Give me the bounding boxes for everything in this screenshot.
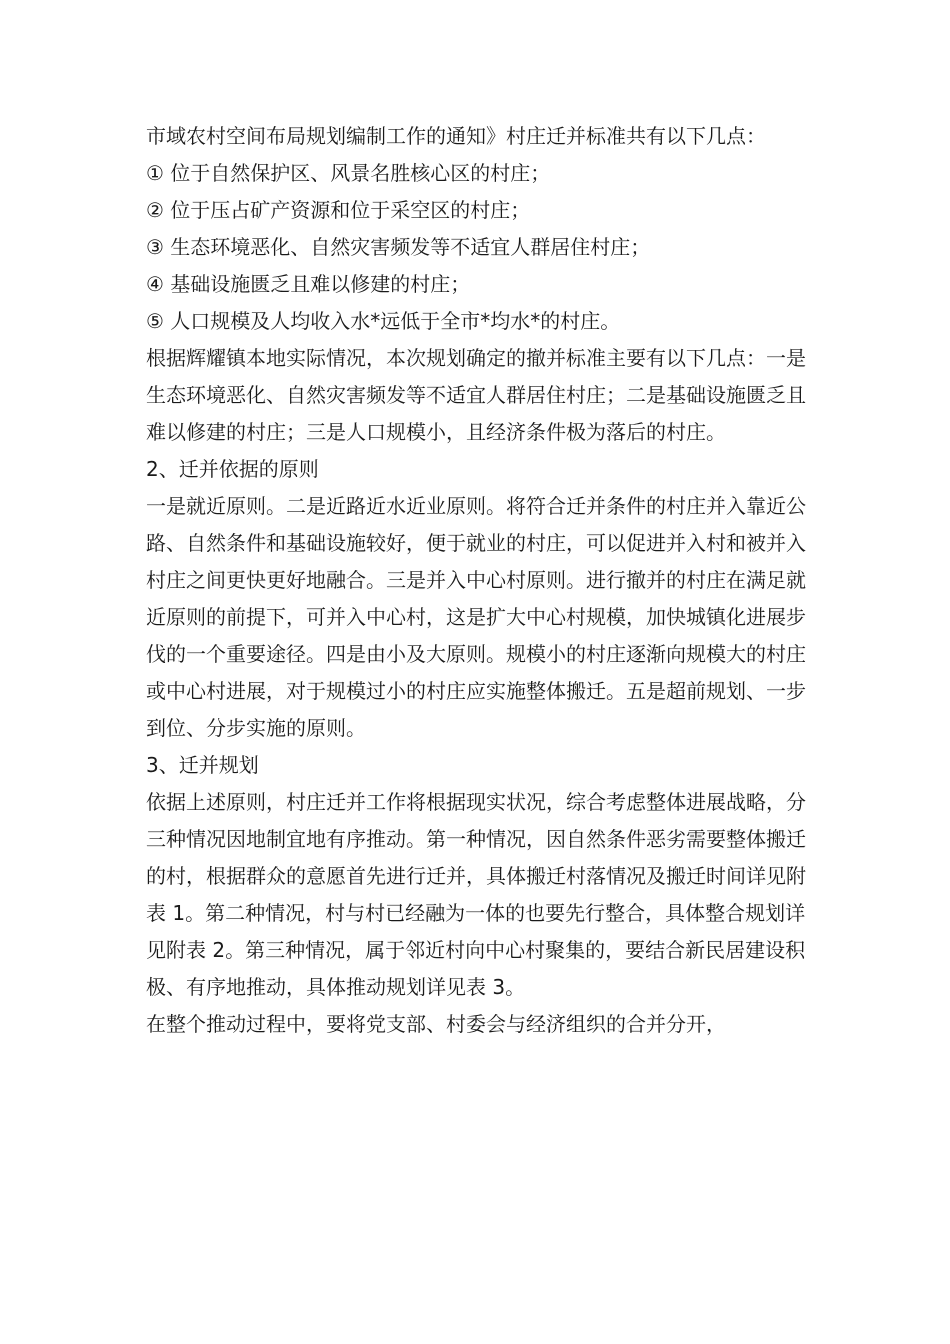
- section-heading-plan: 3、迁并规划: [146, 753, 259, 777]
- list-item-criterion-3: ③ 生态环境恶化、自然灾害频发等不适宜人群居住村庄；: [146, 235, 651, 259]
- list-item-criterion-4: ④ 基础设施匮乏且难以修建的村庄；: [146, 272, 471, 296]
- list-item-criterion-2: ② 位于压占矿产资源和位于采空区的村庄；: [146, 198, 531, 222]
- paragraph-process: 在整个推动过程中，要将党支部、村委会与经济组织的合并分开，: [146, 1012, 726, 1036]
- document-body: [146, 118, 818, 1043]
- paragraph-local-criteria: 根据辉耀镇本地实际情况，本次规划确定的撤并标准主要有以下几点：一是生态环境恶化、自然灾害频发等不适宜人群居住村庄；二是基础设施匮乏且难以修建的村庄；三是人口规模小，且经济条件极为落后的村庄。: [146, 346, 806, 444]
- paragraph-plan: 依据上述原则，村庄迁并工作将根据现实状况，综合考虑整体进展战略，分三种情况因地制宜地有序推动。第一种情况，因自然条件恶劣需要整体搬迁的村，根据群众的意愿首先进行迁并，具体搬迁村落情况及搬迁时间详见附表 1。第二种情况，村与村已经融为一体的也要先行整合，具体整合规划详见附表 2。第三种情况，属于邻近村向中心村聚集的，要结合新民居建设积极、有序地推动，具体推动规划详见表 3。: [146, 790, 806, 999]
- list-item-criterion-5: ⑤ 人口规模及人均收入水*远低于全市*均水*的村庄。: [146, 309, 621, 333]
- section-heading-principles: 2、迁并依据的原则: [146, 457, 319, 481]
- list-item-criterion-1: ① 位于自然保护区、风景名胜核心区的村庄；: [146, 161, 551, 185]
- paragraph-notice-continuation: 市域农村空间布局规划编制工作的通知》村庄迁并标准共有以下几点：: [146, 124, 766, 148]
- paragraph-principles: 一是就近原则。二是近路近水近业原则。将符合迁并条件的村庄并入靠近公路、自然条件和基础设施较好，便于就业的村庄，可以促进并入村和被并入村庄之间更快更好地融合。三是并入中心村原则。进行撤并的村庄在满足就近原则的前提下，可并入中心村，这是扩大中心村规模，加快城镇化进展步伐的一个重要途径。四是由小及大原则。规模小的村庄逐渐向规模大的村庄或中心村进展，对于规模过小的村庄应实施整体搬迁。五是超前规划、一步到位、分步实施的原则。: [146, 494, 806, 740]
